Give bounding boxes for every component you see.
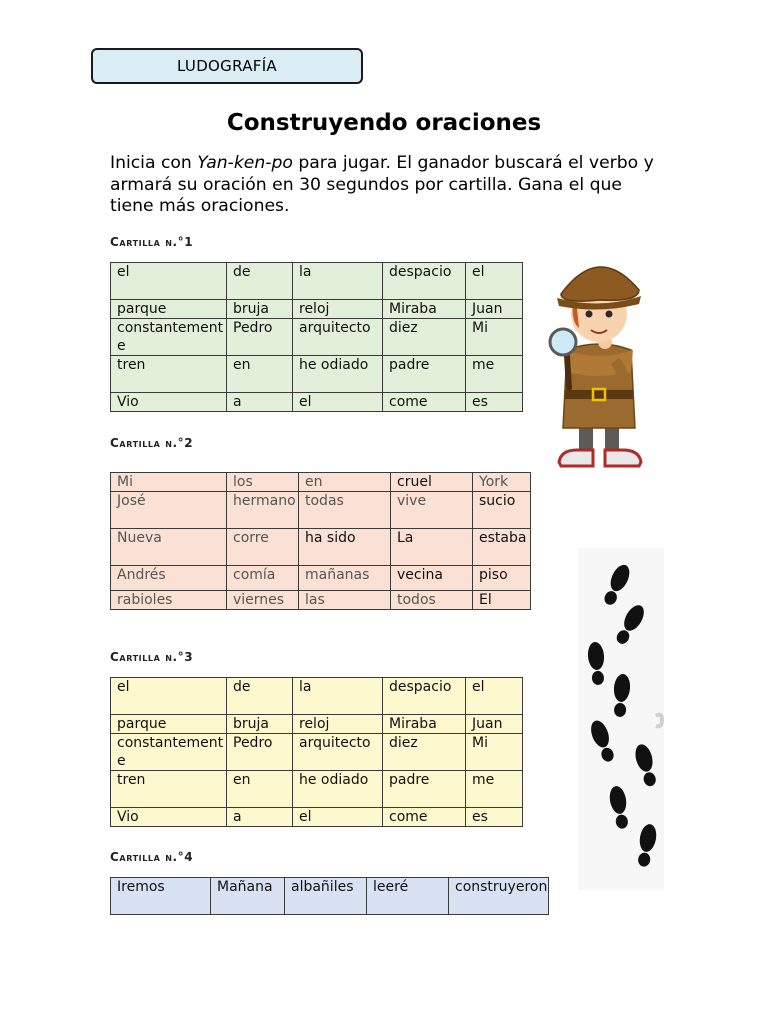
word-cell: de	[227, 263, 293, 300]
word-cell: padre	[383, 356, 466, 393]
detective-illustration	[543, 250, 655, 472]
word-cell: constantemente	[111, 734, 227, 771]
word-cell: come	[383, 393, 466, 412]
word-cell: padre	[383, 771, 466, 808]
table-row	[111, 808, 523, 827]
word-cell: el	[293, 393, 383, 412]
word-cell: Juan	[466, 300, 523, 319]
word-cell: sucio	[473, 492, 531, 529]
word-cell: comía	[227, 566, 299, 591]
card-1-table	[110, 262, 523, 412]
word-cell: Vio	[111, 393, 227, 412]
table-row	[111, 715, 523, 734]
word-cell: de	[227, 678, 293, 715]
word-cell: La	[391, 529, 473, 566]
detective-belt	[565, 390, 633, 399]
word-cell: Juan	[466, 715, 523, 734]
table-row	[111, 878, 549, 915]
ludografia-header-box	[91, 48, 363, 84]
word-cell: el	[111, 678, 227, 715]
word-cell: reloj	[293, 715, 383, 734]
word-cell: a	[227, 808, 293, 827]
word-cell: constantemente	[111, 319, 227, 356]
table-row	[111, 529, 531, 566]
card-3-table	[110, 677, 523, 827]
word-cell: el	[466, 678, 523, 715]
card-4-table	[110, 877, 549, 915]
table-row	[111, 492, 531, 529]
word-cell: en	[227, 771, 293, 808]
word-cell: vive	[391, 492, 473, 529]
page-title: Construyendo oraciones	[226, 110, 542, 136]
table-row	[111, 734, 523, 771]
word-cell: la	[293, 263, 383, 300]
word-cell: el	[466, 263, 523, 300]
word-cell: Vio	[111, 808, 227, 827]
word-cell: estaba	[473, 529, 531, 566]
word-cell: mañanas	[299, 566, 391, 591]
word-cell: ha sido	[299, 529, 391, 566]
table-row	[111, 473, 531, 492]
card-2-table	[110, 472, 531, 610]
table-row	[111, 591, 531, 610]
table-row	[111, 393, 523, 412]
word-cell: Miraba	[383, 300, 466, 319]
word-cell: es	[466, 808, 523, 827]
instructions-paragraph	[110, 153, 670, 218]
word-cell: Mi	[466, 319, 523, 356]
word-cell: bruja	[227, 715, 293, 734]
card-4-label: Cartilla n.°4	[110, 850, 194, 864]
word-cell: he odiado	[293, 771, 383, 808]
word-cell: corre	[227, 529, 299, 566]
magnifying-glass-icon	[550, 329, 576, 355]
word-cell: reloj	[293, 300, 383, 319]
detective-shoe-right	[605, 450, 641, 466]
detective-eye-right	[606, 311, 613, 318]
word-cell: York	[473, 473, 531, 492]
instructions-before: Inicia con	[110, 153, 198, 173]
card-3-label: Cartilla n.°3	[110, 650, 194, 664]
table-row	[111, 356, 523, 393]
word-cell: en	[299, 473, 391, 492]
word-cell: despacio	[383, 263, 466, 300]
word-cell: rabioles	[111, 591, 227, 610]
word-cell: las	[299, 591, 391, 610]
word-cell: bruja	[227, 300, 293, 319]
table-row	[111, 678, 523, 715]
word-cell: me	[466, 771, 523, 808]
word-cell: come	[383, 808, 466, 827]
word-cell: leeré	[367, 878, 449, 915]
detective-shoe-left	[559, 450, 593, 466]
word-cell: a	[227, 393, 293, 412]
word-cell: la	[293, 678, 383, 715]
magnifier-handle	[567, 356, 569, 388]
table-row	[111, 771, 523, 808]
detective-eye-left	[586, 311, 593, 318]
table-row	[111, 300, 523, 319]
word-cell: Iremos	[111, 878, 211, 915]
word-cell: José	[111, 492, 227, 529]
word-cell: todas	[299, 492, 391, 529]
word-cell: Mi	[466, 734, 523, 771]
word-cell: Andrés	[111, 566, 227, 591]
instructions-after: para jugar. El ganador buscará el verbo y armará su oración en 30 segundos por cartilla. Gana el que tiene más oraciones.	[110, 153, 654, 216]
word-cell: arquitecto	[293, 734, 383, 771]
word-cell: es	[466, 393, 523, 412]
word-cell: el	[293, 808, 383, 827]
table-row	[111, 263, 523, 300]
word-cell: El	[473, 591, 531, 610]
word-cell: construyeron	[449, 878, 549, 915]
detective-hat	[561, 267, 639, 301]
word-cell: Mañana	[211, 878, 285, 915]
footprints-illustration	[578, 548, 664, 890]
table-row	[111, 566, 531, 591]
word-cell: Nueva	[111, 529, 227, 566]
word-cell: tren	[111, 771, 227, 808]
table-row	[111, 319, 523, 356]
word-cell: me	[466, 356, 523, 393]
word-cell: despacio	[383, 678, 466, 715]
card-2-label: Cartilla n.°2	[110, 436, 194, 450]
word-cell: vecina	[391, 566, 473, 591]
word-cell: Pedro	[227, 734, 293, 771]
word-cell: diez	[383, 734, 466, 771]
word-cell: Miraba	[383, 715, 466, 734]
word-cell: piso	[473, 566, 531, 591]
word-cell: Pedro	[227, 319, 293, 356]
word-cell: todos	[391, 591, 473, 610]
card-1-label: Cartilla n.°1	[110, 235, 194, 249]
word-cell: parque	[111, 300, 227, 319]
word-cell: el	[111, 263, 227, 300]
word-cell: tren	[111, 356, 227, 393]
word-cell: viernes	[227, 591, 299, 610]
word-cell: he odiado	[293, 356, 383, 393]
ludografia-label: LUDOGRAFÍA	[177, 57, 277, 75]
word-cell: Mi	[111, 473, 227, 492]
word-cell: diez	[383, 319, 466, 356]
word-cell: parque	[111, 715, 227, 734]
instructions-game-name: Yan-ken-po	[197, 153, 293, 173]
word-cell: cruel	[391, 473, 473, 492]
word-cell: en	[227, 356, 293, 393]
word-cell: albañiles	[285, 878, 367, 915]
word-cell: hermano	[227, 492, 299, 529]
word-cell: arquitecto	[293, 319, 383, 356]
word-cell: los	[227, 473, 299, 492]
